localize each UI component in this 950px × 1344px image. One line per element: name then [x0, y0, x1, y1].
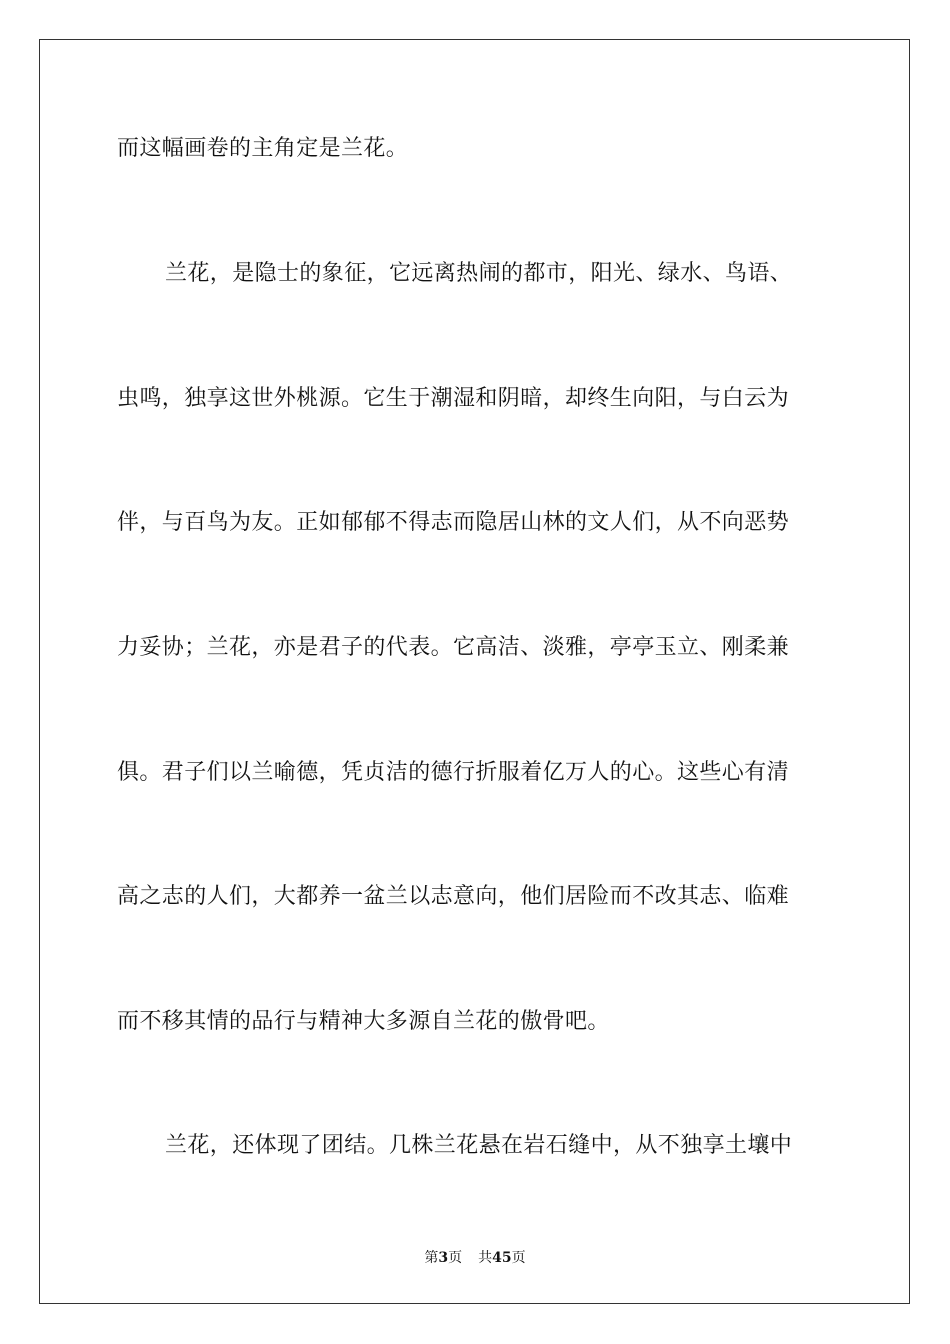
text-line-6: 俱。君子们以兰喻德，凭贞洁的德行折服着亿万人的心。这些心有清: [117, 760, 790, 785]
total-pages: 45: [492, 1250, 512, 1266]
page-footer: [0, 1248, 950, 1268]
page-number: 3: [438, 1250, 449, 1266]
text-line-8: 而不移其情的品行与精神大多源自兰花的傲骨吧。: [117, 1009, 610, 1034]
text-line-9: 兰花，还体现了团结。几株兰花悬在岩石缝中，从不独享土壤中: [165, 1133, 793, 1158]
page-border: [39, 39, 910, 1304]
text-line-2: 兰花，是隐士的象征，它远离热闹的都市，阳光、绿水、鸟语、: [165, 261, 793, 286]
total-prefix: 共: [478, 1250, 493, 1266]
text-line-1: 而这幅画卷的主角定是兰花。: [117, 136, 409, 161]
text-line-5: 力妥协；兰花，亦是君子的代表。它高洁、淡雅，亭亭玉立、刚柔兼: [117, 635, 790, 660]
text-line-4: 伴，与百鸟为友。正如郁郁不得志而隐居山林的文人们，从不向恶势: [117, 510, 790, 535]
page-prefix: 第: [424, 1250, 439, 1266]
total-suffix: 页: [511, 1250, 526, 1266]
text-line-3: 虫鸣，独享这世外桃源。它生于潮湿和阴暗，却终生向阳，与白云为: [117, 386, 790, 411]
text-line-7: 高之志的人们，大都养一盆兰以志意向，他们居险而不改其志、临难: [117, 884, 790, 909]
page-suffix: 页: [448, 1250, 463, 1266]
